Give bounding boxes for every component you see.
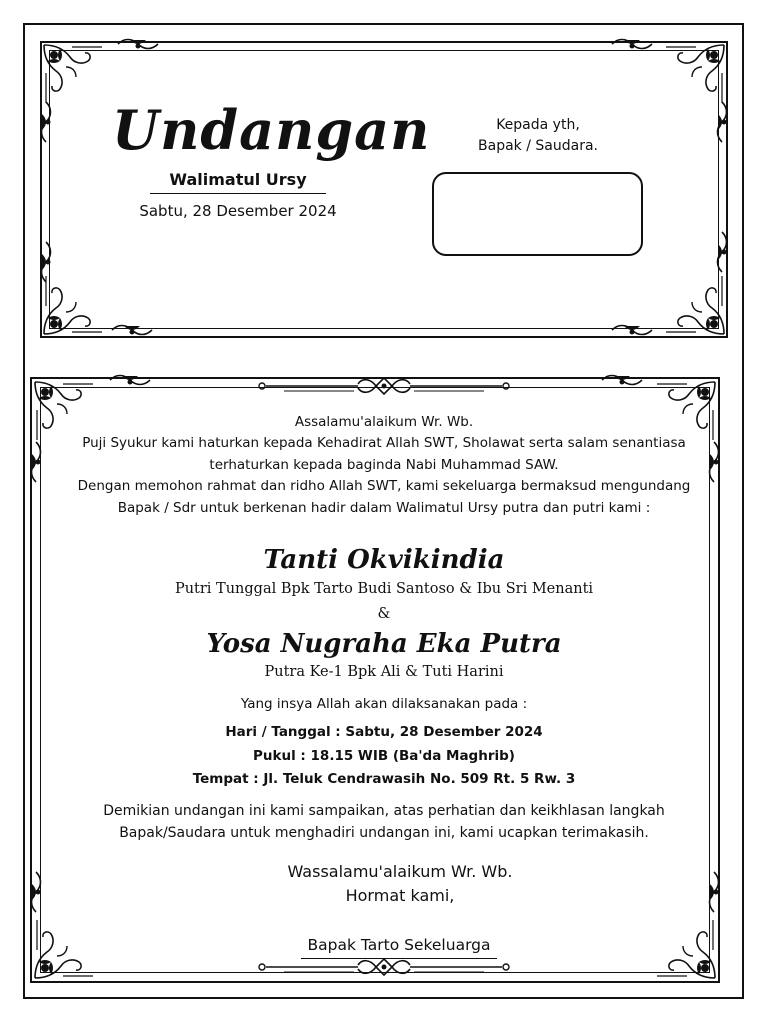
- letter-corner-bottom-right-ornament: [647, 910, 717, 980]
- bride-parents: Putri Tunggal Bpk Tarto Budi Santoso & Ibu Sri Menanti: [174, 581, 594, 597]
- ampersand: &: [377, 606, 391, 622]
- gratitude-paragraph: Puji Syukur kami haturkan kepada Kehadirat Allah SWT, Sholawat serta salam senantiasa terhaturkan kepada baginda Nabi Muhammad SAW.: [82, 435, 686, 473]
- groom-parents: Putra Ke-1 Bpk Ali & Tuti Harini: [264, 664, 504, 680]
- envelope-side-right-upper-ornament: [712, 100, 732, 144]
- envelope-top-left-ornament: [116, 36, 160, 52]
- signature-block: [294, 934, 504, 959]
- envelope-side-left-ornament: [36, 240, 56, 284]
- event-day-date: Hari / Tanggal : Sabtu, 28 Desember 2024: [225, 724, 543, 740]
- envelope-corner-bottom-right-ornament: [656, 266, 726, 336]
- event-time: Pukul : 18.15 WIB (Ba'da Maghrib): [253, 747, 515, 764]
- letter-side-left-ornament: [26, 870, 46, 914]
- hormat-kami: Hormat kami,: [345, 886, 455, 905]
- recipient-line-2: Bapak / Saudara.: [478, 138, 598, 154]
- letter-corner-bottom-left-ornament: [33, 910, 103, 980]
- envelope-bottom-right-ornament: [610, 322, 654, 338]
- greeting: Assalamu'alaikum Wr. Wb.: [294, 414, 474, 430]
- envelope-side-left-upper-ornament: [36, 100, 56, 144]
- letter-top-center-ornament: [254, 375, 514, 397]
- envelope-top-right-ornament: [610, 36, 654, 52]
- invitation-paragraph: Dengan memohon rahmat dan ridho Allah SWT, kami sekeluarga bermaksud mengundang Bapak / Sdr untuk berkenan hadir dalam Walimatul Ursy putra dan putri kami :: [77, 478, 691, 516]
- closing-paragraph: Demikian undangan ini kami sampaikan, atas perhatian dan keikhlasan langkah Bapak/Saudara untuk menghadiri undangan ini, kami ucapkan terimakasih.: [103, 803, 665, 841]
- envelope-date: Sabtu, 28 Desember 2024: [139, 202, 337, 220]
- invitation-title: Undangan: [112, 98, 431, 162]
- opening-paragraphs: [60, 433, 708, 519]
- groom-name: Yosa Nugraha Eka Putra: [206, 629, 562, 659]
- wassalam: Wassalamu'alaikum Wr. Wb.: [287, 862, 513, 881]
- event-subtitle: Walimatul Ursy: [150, 170, 326, 194]
- letter-top-right-ornament: [600, 372, 644, 388]
- address-label-box: [432, 172, 643, 256]
- event-intro: Yang insya Allah akan dilaksanakan pada :: [240, 696, 528, 712]
- letter-side-right-ornament: [704, 870, 724, 914]
- signature: Bapak Tarto Sekeluarga: [301, 934, 496, 959]
- recipient-line-1: Kepada yth,: [496, 117, 580, 133]
- recipient-block: [440, 115, 636, 157]
- envelope-side-right-ornament: [712, 230, 732, 274]
- letter-side-left-upper-ornament: [26, 440, 46, 484]
- letter-bottom-center-ornament: [254, 956, 514, 978]
- letter-top-left-ornament: [108, 372, 152, 388]
- event-details: [60, 721, 708, 792]
- bride-name: Tanti Okvikindia: [263, 545, 505, 575]
- event-place: Tempat : Jl. Teluk Cendrawasih No. 509 Rt. 5 Rw. 3: [192, 771, 576, 787]
- envelope-bottom-left-ornament: [110, 322, 154, 338]
